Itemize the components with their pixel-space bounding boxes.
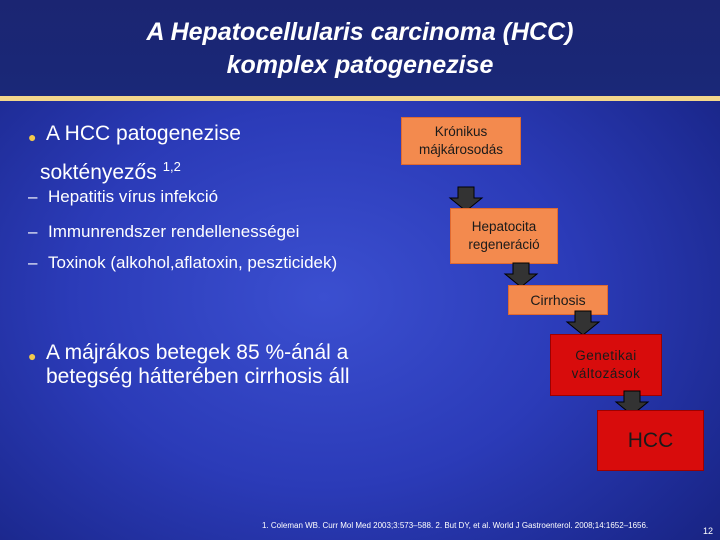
citation-superscript: 1,2 (162, 159, 181, 174)
flow-box-hepatocyte-regeneration (450, 208, 558, 264)
flow-box-chronic-liver-damage (401, 117, 521, 165)
flow-box-1-line1: Krónikus (434, 124, 488, 139)
sub-item-1-text: Hepatitis vírus infekció (48, 187, 219, 206)
reference-footnote: 1. Coleman WB. Curr Mol Med 2003;3:573–588. 2. But DY, et al. World J Gastroenterol. 2008;14:1652–1656. (262, 521, 649, 530)
flow-box-3-label: Cirrhosis (530, 292, 586, 308)
flow-box-hcc (597, 410, 704, 471)
bullet-1-line2: soktényezős (40, 161, 157, 184)
flow-box-2-line2: regeneráció (468, 237, 540, 252)
sub-item-3-text: Toxinok (alkohol,aflatoxin, peszticidek) (48, 253, 338, 272)
dash-icon: – (28, 253, 38, 272)
sub-item-3 (28, 252, 338, 274)
bullet-2-continuation (46, 364, 350, 390)
slide-title (60, 16, 660, 82)
bullet-dot-icon: ● (28, 348, 37, 364)
bullet-dot-icon: ● (28, 129, 37, 145)
bullet-2-line2: betegség hátterében cirrhosis áll (46, 365, 350, 388)
bullet-1-continuation (40, 154, 181, 186)
sub-item-2-text: Immunrendszer rendellenességei (48, 222, 300, 241)
bullet-2 (28, 340, 349, 366)
sub-item-1 (28, 186, 219, 208)
bullet-2-line1: A májrákos betegek 85 %-ánál a (46, 341, 349, 364)
bullet-1-line1: A HCC patogenezise (46, 122, 241, 145)
flow-box-genetic-changes (550, 334, 662, 396)
flow-box-4-line2: változások (571, 366, 641, 381)
slide-title-line2: komplex patogenezise (226, 51, 494, 79)
sub-item-2 (28, 221, 300, 243)
slide-title-line1: A Hepatocellularis carcinoma (HCC) (146, 18, 574, 46)
down-arrow-icon (565, 310, 601, 336)
dash-icon: – (28, 187, 38, 206)
flow-box-1-line2: májkárosodás (418, 142, 504, 157)
title-rule (0, 96, 720, 101)
bullet-1 (28, 121, 241, 147)
page-number: 12 (703, 526, 714, 536)
flow-box-4-line1: Genetikai (575, 348, 637, 363)
flow-box-5-label: HCC (627, 428, 674, 452)
dash-icon: – (28, 222, 38, 241)
flow-box-2-line1: Hepatocita (471, 219, 537, 234)
